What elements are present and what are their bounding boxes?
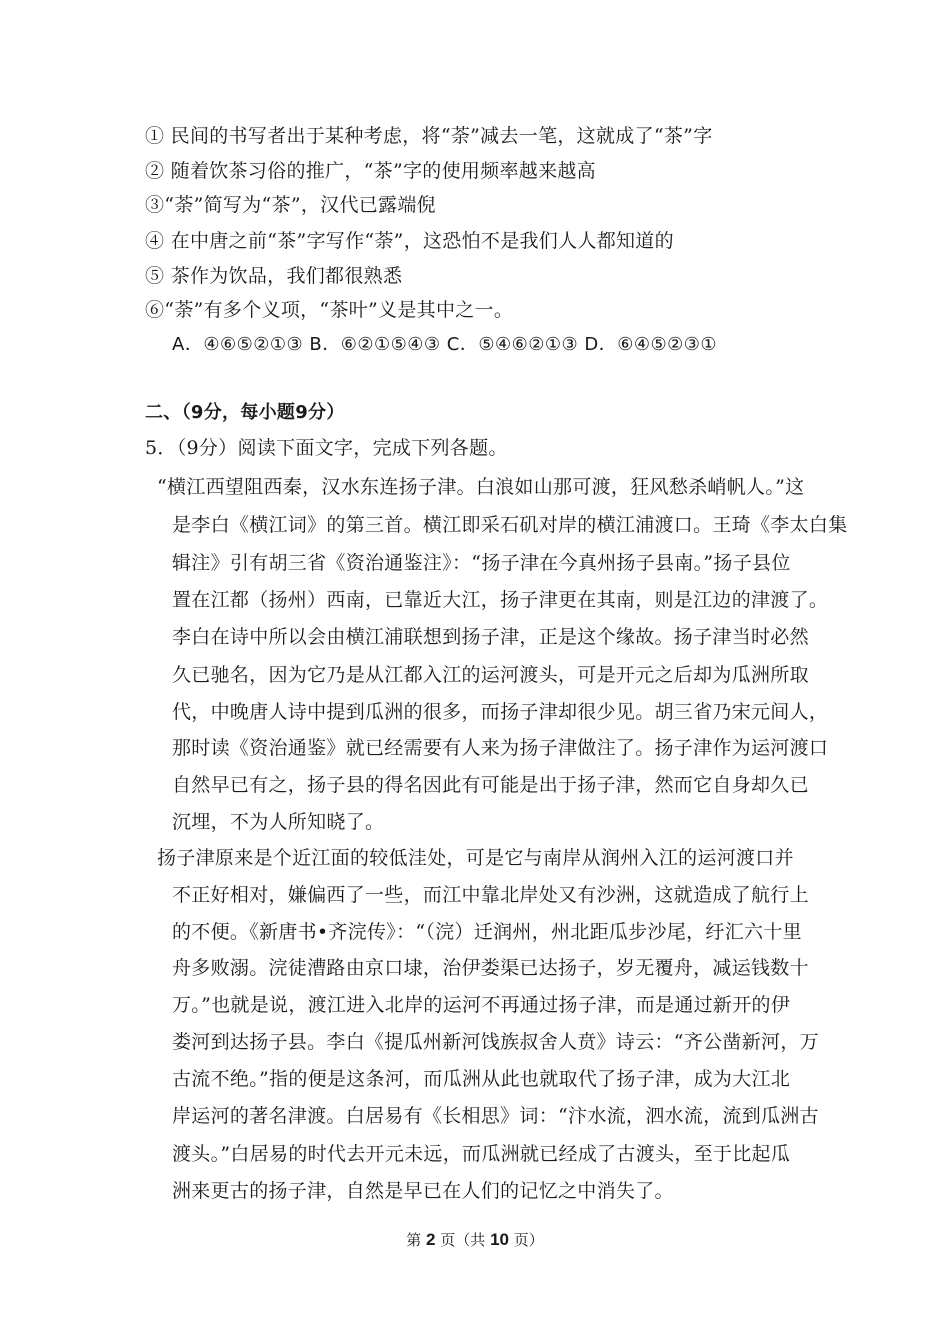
passage-line: 沉埋，不为人所知晓了。 bbox=[172, 811, 385, 833]
passage-line: 娄河到达扬子县。李白《提瓜州新河饯族叔舍人贲》诗云：“齐公凿新河，万 bbox=[172, 1031, 819, 1053]
passage-line: 岸运河的著名津渡。白居易有《长相思》词：“汴水流，泗水流，流到瓜洲古 bbox=[172, 1105, 819, 1127]
answer-options: A．④⑥⑤②①③ B．⑥②①⑤④③ C．⑤④⑥②①③ D．⑥④⑤②③① bbox=[172, 334, 718, 355]
current-page-number: 2 bbox=[426, 1230, 436, 1249]
footer-suffix: 页） bbox=[513, 1231, 544, 1249]
passage-line: 古流不绝。”指的便是这条河，而瓜洲从此也就取代了扬子津，成为大江北 bbox=[172, 1068, 791, 1090]
passage-line: 洲来更古的扬子津，自然是早已在人们的记忆之中消失了。 bbox=[172, 1180, 674, 1202]
passage-line: 久已驰名，因为它乃是从江都入江的运河渡头，可是开元之后却为瓜洲所取 bbox=[172, 664, 809, 686]
sentence-item: ④ 在中唐之前“茶”字写作“荼”，这恐怕不是我们人人都知道的 bbox=[145, 230, 674, 252]
passage-line: 那时读《资治通鉴》就已经需要有人来为扬子津做注了。扬子津作为运河渡口 bbox=[172, 737, 829, 759]
passage-line: 扬子津原来是个近江面的较低洼处，可是它与南岸从润州入江的运河渡口并 bbox=[157, 847, 794, 869]
footer-middle: 页（共 bbox=[440, 1231, 486, 1249]
section-heading: 二、（9分，每小题9分） bbox=[145, 402, 345, 423]
sentence-item: ③“荼”简写为“茶”，汉代已露端倪 bbox=[145, 194, 436, 216]
question-prompt: 5．（9分）阅读下面文字，完成下列各题。 bbox=[145, 437, 508, 459]
sentence-item: ⑤ 茶作为饮品，我们都很熟悉 bbox=[145, 265, 403, 287]
sentence-item: ① 民间的书写者出于某种考虑，将“荼”减去一笔，这就成了“茶”字 bbox=[145, 125, 713, 147]
passage-line: 置在江都（扬州）西南，已靠近大江，扬子津更在其南，则是江边的津渡了。 bbox=[172, 589, 829, 611]
passage-line: “横江西望阻西秦，汉水东连扬子津。白浪如山那可渡，狂风愁杀峭帆人。”这 bbox=[157, 476, 805, 498]
passage-line: 是李白《横江词》的第三首。横江即采石矶对岸的横江浦渡口。王琦《李太白集 bbox=[172, 514, 848, 536]
passage-line: 辑注》引有胡三省《资治通鉴注》：“扬子津在今真州扬子县南。”扬子县位 bbox=[172, 552, 791, 574]
passage-line: 自然早已有之，扬子县的得名因此有可能是出于扬子津，然而它自身却久已 bbox=[172, 774, 809, 796]
passage-line: 万。”也就是说，渡江进入北岸的运河不再通过扬子津，而是通过新开的伊 bbox=[172, 994, 791, 1016]
passage-line: 代，中晚唐人诗中提到瓜洲的很多，而扬子津却很少见。胡三省乃宋元间人， bbox=[172, 701, 829, 723]
sentence-item: ⑥“荼”有多个义项，“茶叶”义是其中之一。 bbox=[145, 299, 514, 321]
passage-line: 的不便。《新唐书•齐浣传》：“（浣）迁润州，州北距瓜步沙尾，纡汇六十里 bbox=[172, 921, 802, 943]
sentence-item: ② 随着饮茶习俗的推广，“茶”字的使用频率越来越高 bbox=[145, 160, 596, 182]
footer-prefix: 第 bbox=[406, 1231, 422, 1249]
total-page-count: 10 bbox=[490, 1230, 509, 1249]
page-footer bbox=[0, 1229, 950, 1250]
passage-line: 舟多败溺。浣徒漕路由京口埭，治伊娄渠已达扬子，岁无覆舟，减运钱数十 bbox=[172, 957, 809, 979]
passage-line: 渡头。”白居易的时代去开元未远，而瓜洲就已经成了古渡头，至于比起瓜 bbox=[172, 1143, 791, 1165]
passage-line: 不正好相对，嫌偏西了一些，而江中靠北岸处又有沙洲，这就造成了航行上 bbox=[172, 884, 809, 906]
passage-line: 李白在诗中所以会由横江浦联想到扬子津，正是这个缘故。扬子津当时必然 bbox=[172, 626, 809, 648]
